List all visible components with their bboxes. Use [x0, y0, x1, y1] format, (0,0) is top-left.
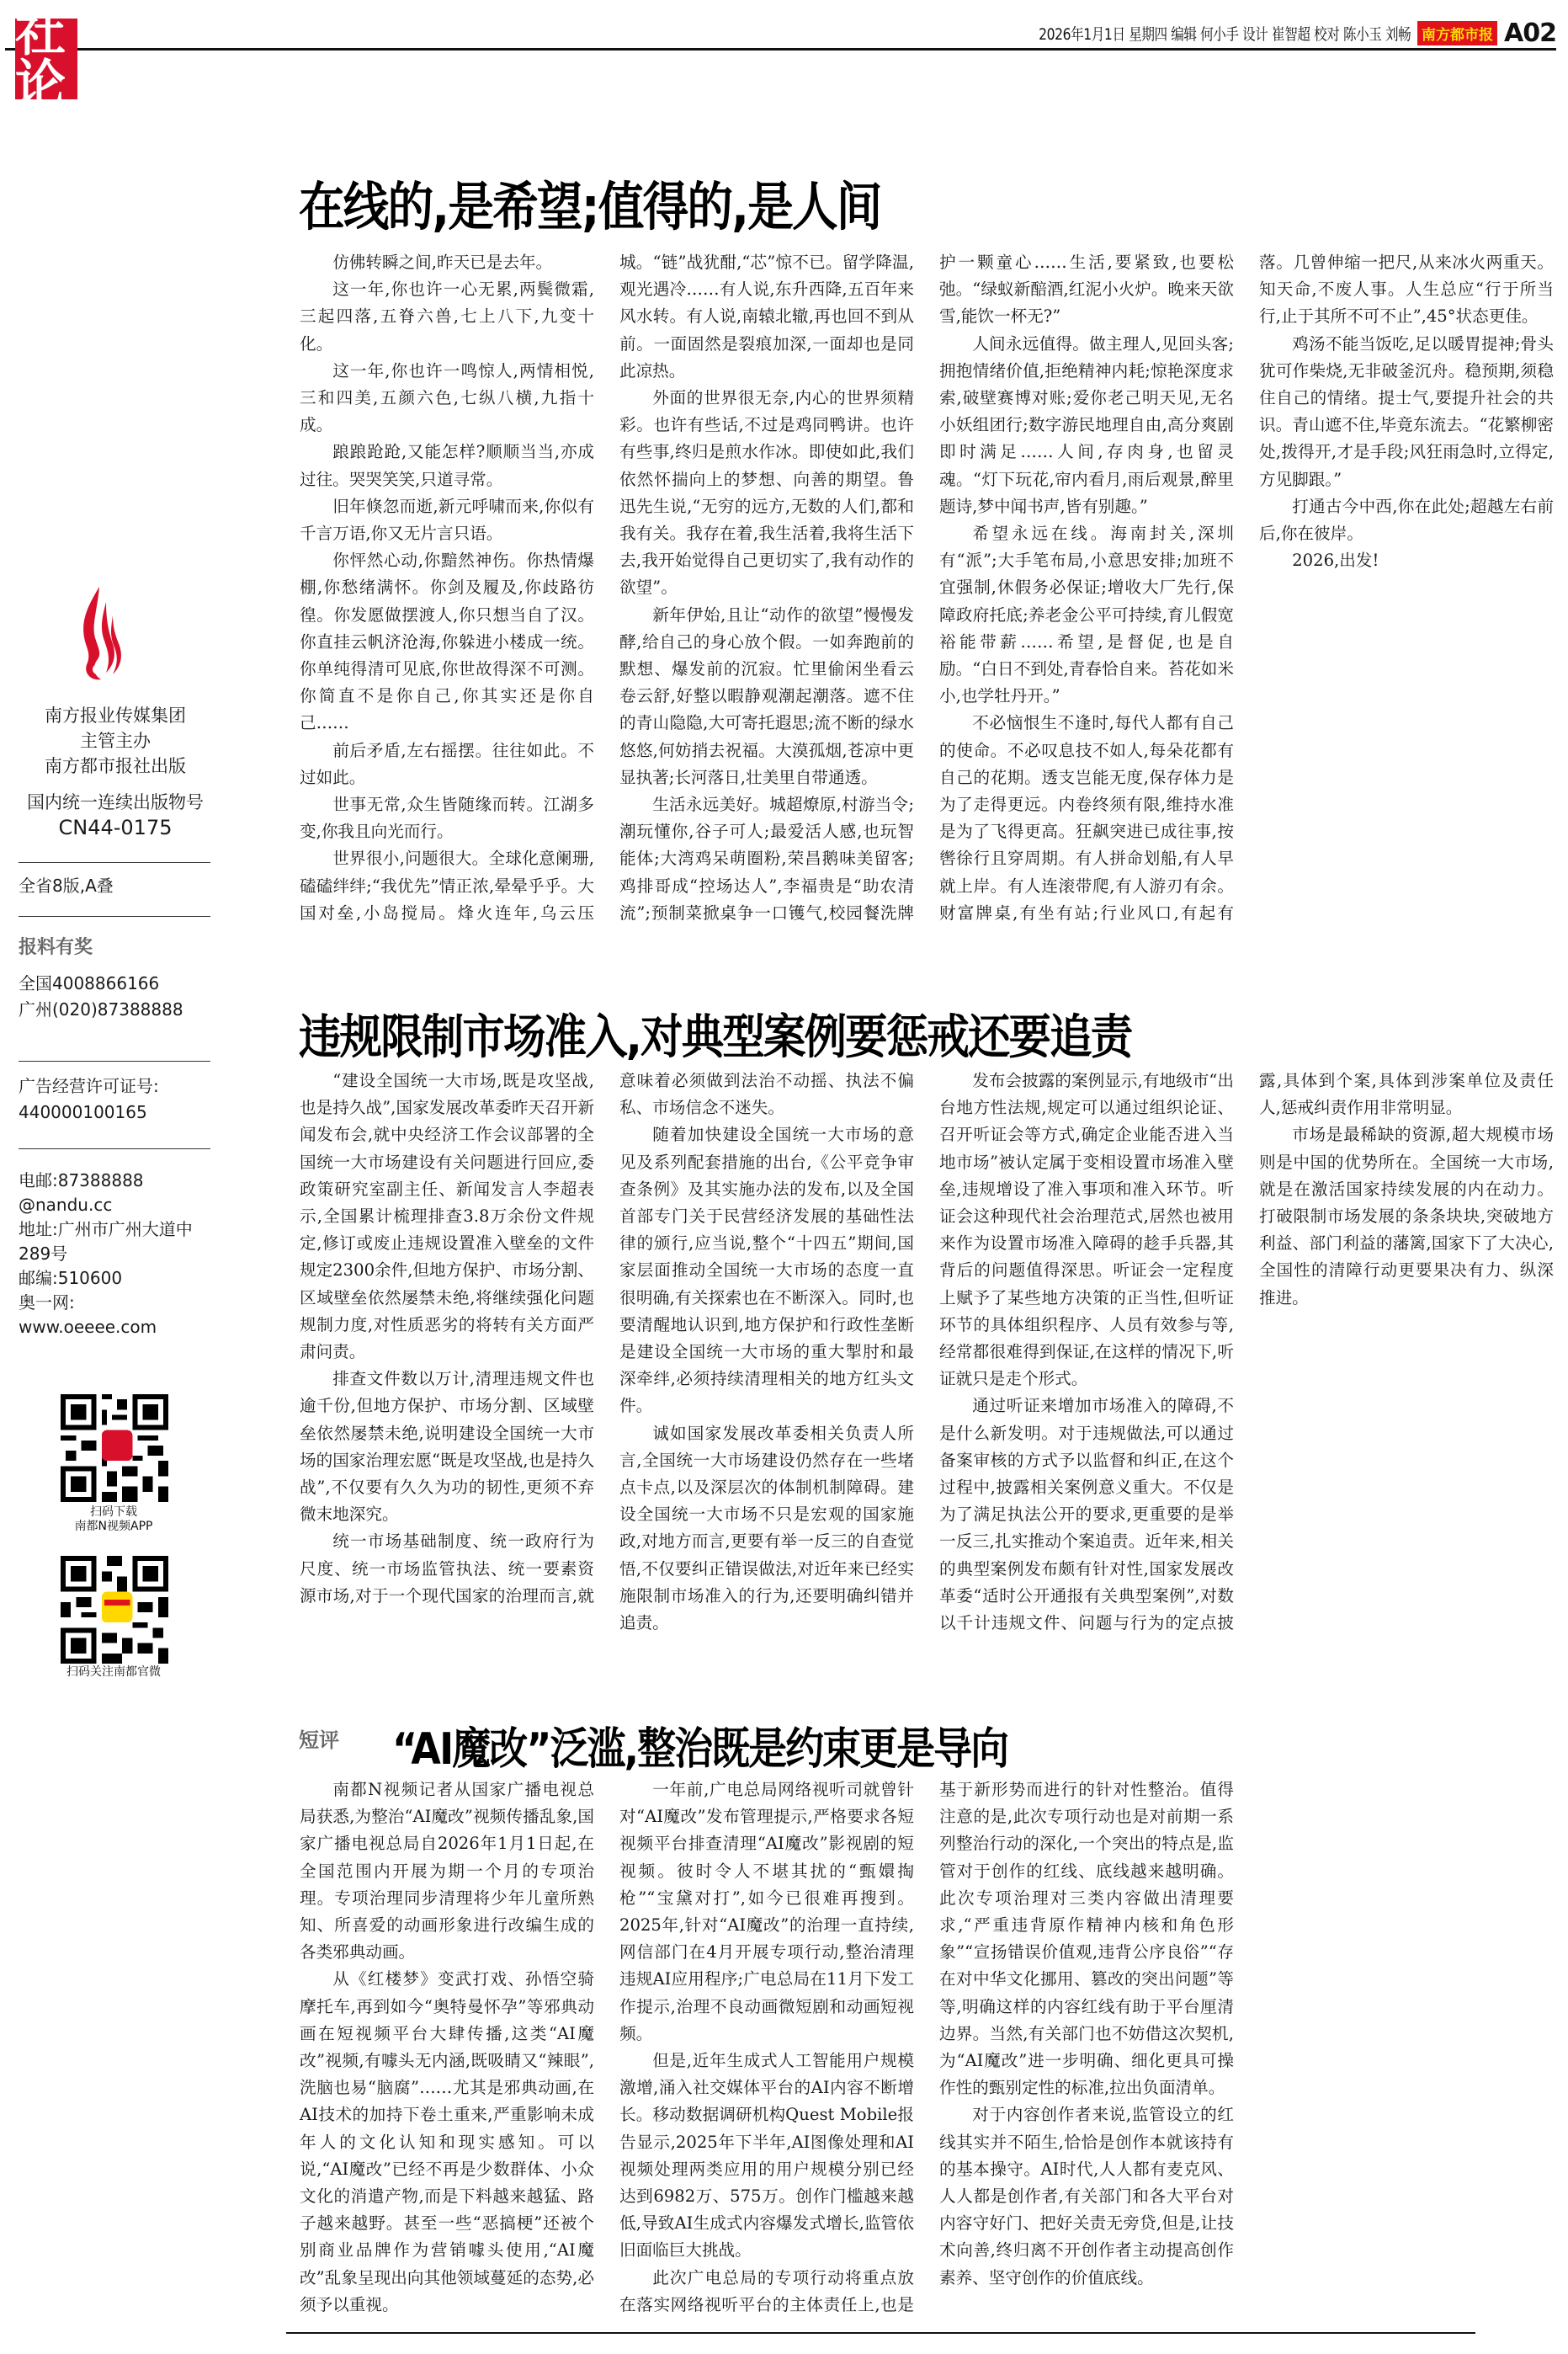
paragraph: 此次广电总局的专项行动将重点放在落实网络视听平台的主体责任上,也是基于新形势而进行的针对性整治。值得注意的是,此次专项行动也是对前期一系列整治行动的深化,一个突出的特点是,监管对于创作的红线、底线越来越明确。此次专项治理对三类内容做出清理要求,“严重违背原作精神内核和角色形象”“宣扬错误价值观,违背公序良俗”“存在对中华文化挪用、篡改的突出问题”等等,明确这样的内容红线有助于平台厘清边界。当然,有关部门也不妨借这次契机,为“AI魔改”进一步明确、细化更具可操作性的甄别定性的标准,拉出负面清单。 — [619, 1780, 1234, 2314]
sidebar-divider — [19, 862, 210, 863]
qr-code-weibo-icon[interactable] — [61, 1556, 168, 1664]
hotline-national: 全国4008866166 — [19, 973, 160, 993]
paragraph: 生活永远美好。城超燎原,村游当令;潮玩懂你,谷子可人;最爱活人感,也玩智能体;大湾鸡呆萌圈粉,荣昌鹅味美留客;鸡排哥成“控场达人”,李福贵是“助农清流”;预制菜掀桌争一口镬气,校园餐洗牌护一颗童心……生活,要紧致,也要松弛。“绿蚁新醅酒,红泥小火炉。晚来天欲雪,能饮一杯无?” — [619, 253, 1234, 923]
paragraph: 这一年,你也许一鸣惊人,两情相悦,三和四美,五颜六色,七纵八横,九指十成。 — [300, 360, 594, 435]
paragraph: 但是,近年生成式人工智能用户规模激增,涌入社交媒体平台的AI内容不断增长。移动数据调研机构Quest Mobile报告显示,2025年下半年,AI图像处理和AI视频处理两类应用的用户规模分别已经达到6982万、575万。创作门槛越来越低,导致AI生成式内容爆发式增长,监管依旧面临巨大挑战。 — [619, 2051, 914, 2261]
issue-meta: 2026年1月1日 星期四 编辑 何小手 设计 崔智超 校对 陈小玉 刘畅 — [1038, 24, 1411, 44]
masthead-rule — [5, 48, 1556, 51]
paragraph: 市场是最稀缺的资源,超大规模市场则是中国的优势所在。全国统一大市场,就是在激活国家持续发展的内在动力。打破限制市场发展的条条块块,突破地方利益、部门利益的藩篱,国家下了大决心,全国性的清障行动更要果决有力、纵深推进。 — [1259, 1125, 1554, 1307]
paragraph: 发布会披露的案例显示,有地级市“出台地方性法规,规定可以通过组织论证、召开听证会等方式,确定企业能否进入当地市场”被认定属于变相设置市场准入壁垒,违规增设了准入事项和准入环节。听证会这种现代社会治理范式,居然也被用来作为设置市场准入障碍的趁手兵器,其背后的问题值得深思。听证会一定程度上赋予了某些地方决策的正当性,但听证环节的具体组织程序、人员有效参与等,经常都很难得到保证,在这样的情况下,听证就只是走个形式。 — [939, 1071, 1234, 1389]
issn-number: CN44-0175 — [58, 816, 173, 839]
paragraph: 希望永远在线。海南封关,深圳有“派”;大手笔布局,小意思安排;加班不宜强制,休假务必保证;增收大厂先行,保障政府托底;养老金公平可持续,育儿假宽裕能带薪……希望,是督促,也是自励。“白日不到处,青春恰自来。苔花如米小,也学牡丹开。” — [939, 524, 1234, 706]
header-meta — [957, 19, 1556, 47]
flame-logo-icon — [74, 585, 125, 682]
article-kicker: 短评 — [299, 1728, 339, 1752]
address-line: 地址:广州市广州大道中 — [19, 1219, 193, 1239]
paragraph: 鸡汤不能当饭吃,足以暖胃提神;骨头犹可作柴烧,无非破釜沉舟。稳预期,须稳住自己的情绪。提士气,要提升社会的共识。青山遮不住,毕竟东流去。“花繁柳密处,拨得开,才是手段;风狂雨急时,立得定,方见脚跟。” — [1259, 333, 1554, 489]
paragraph: 诚如国家发展改革委相关负责人所言,全国统一大市场建设仍然存在一些堵点卡点,以及深层次的体制机制障碍。建设全国统一大市场不只是宏观的国家施政,对地方而言,更要有举一反三的自查觉悟,不仅要纠正错误做法,对近年来已经实施限制市场准入的行为,还要明确纠错并追责。 — [619, 1423, 914, 1633]
paragraph: 人间永远值得。做主理人,见回头客;拥抱情绪价值,拒绝精神内耗;惊艳深度求索,破壁赛博对账;爱你老己明天见,无名小妖组团行;数字游民地理自由,高分爽剧即时满足……人间,存肉身,也留灵魂。“灯下玩花,帘内看月,雨后观景,醉里题诗,梦中闻书声,皆有别趣。” — [939, 333, 1234, 516]
paragraph: “建设全国统一大市场,既是攻坚战,也是持久战”,国家发展改革委昨天召开新闻发布会,就中央经济工作会议部署的全国统一大市场建设有关问题进行回应,委政策研究室副主任、新闻发言人李超表示,全国累计梳理排查3.8万余份文件规定,修订或废止违规设置准入壁垒的文件规定2300余件,但地方保护、市场分割、区域壁垒依然屡禁未绝,将继续强化问题规制力度,对性质恶劣的将转有关方面严肃问责。 — [300, 1071, 594, 1362]
org-line: 南方报业传媒集团 — [45, 706, 186, 726]
qr-code-app-icon[interactable] — [61, 1394, 168, 1502]
sidebar-divider — [19, 1061, 210, 1062]
tips-block — [19, 935, 221, 1023]
paragraph: 对于内容创作者来说,监管设立的红线其实并不陌生,恰恰是创作本就该持有的基本操守。AI时代,人人都有麦克风、人人都是创作者,有关部门和各大平台对内容守好门、把好关责无旁贷,但是,让技术向善,终归离不开创作者主动提高创作素养、坚守创作的价值底线。 — [939, 2105, 1234, 2287]
email-line: @nandu.cc — [19, 1195, 113, 1215]
page-number: A02 — [1504, 18, 1556, 48]
paragraph: 从《红楼梦》变武打戏、孙悟空骑摩托车,再到如今“奥特曼怀孕”等邪典动画在短视频平台大肆传播,这类“AI魔改”视频,有噱头无内涵,既吸睛又“辣眼”,洗脑也易“脑腐”……尤其是邪典动画,在AI技术的加持下卷土重来,严重影响未成年人的文化认知和现实感知。可以说,“AI魔改”已经不再是少数群体、小众文化的消遣产物,而是下料越来越猛、路子越来越野。甚至一些“恶搞梗”还被个别商业品牌作为营销噱头使用,“AI魔改”乱象呈现出向其他领域蔓延的态势,必须予以重视。 — [300, 1969, 594, 2314]
paragraph: 2026,出发! — [1292, 551, 1379, 571]
tips-title: 报料有奖 — [19, 937, 93, 958]
paragraph: 排查文件数以万计,清理违规文件也逾千份,但地方保护、市场分割、区域壁垒依然屡禁未绝,说明建设全国统一大市场的国家治理宏愿“既是攻坚战,也是持久战”,不仅要有久久为功的韧性,更须不弃微末地深究。 — [300, 1369, 594, 1525]
paragraph: 外面的世界很无奈,内心的世界须精彩。也许有些话,不过是鸡同鸭讲。也许有些事,终归是煎水作冰。即使如此,我们依然怀揣向上的梦想、向善的期望。鲁迅先生说,“无穷的远方,无数的人们,都和我有关。我存在着,我生活着,我将生活下去,我开始觉得自己更切实了,我有动作的欲望”。 — [619, 388, 914, 598]
edition-info: 全省8版,A叠 — [19, 876, 114, 896]
contact-block — [19, 1169, 221, 1339]
postcode: 邮编:510600 — [19, 1268, 123, 1288]
paragraph: 随着加快建设全国统一大市场的意见及系列配套措施的出台,《公平竞争审查条例》及其实施办法的发布,以及全国首部专门关于民营经济发展的基础性法律的颁行,应当说,整个“十四五”期间,国家层面推动全国统一大市场的态度一直很明确,有关探索也在不断深入。同时,也要清醒地认识到,地方保护和行政性垄断是建设全国统一大市场的重大掣肘和最深牵绊,必须持续清理相关的地方红头文件。 — [619, 1125, 914, 1416]
section-title: 社论 — [15, 4, 67, 114]
qr-caption-line: 扫码下载 — [90, 1505, 137, 1519]
bottom-rule — [286, 2332, 1475, 2334]
paragraph: 统一市场基础制度、统一政府行为尺度、统一市场监管执法、统一要素资源市场,对于一个现代国家的治理而言,就意味着必须做到法治不动摇、执法不偏私、市场信念不迷失。 — [300, 1071, 914, 1606]
editorial-body — [300, 249, 1554, 943]
address-line: 289号 — [19, 1244, 68, 1264]
ad-license-block — [19, 1073, 221, 1126]
hotline-guangzhou: 广州(020)87388888 — [19, 999, 183, 1020]
email-line: 电邮:87388888 — [19, 1170, 144, 1190]
paragraph: 世界很小,问题很大。全球化意阑珊,磕磕绊绊;“我优先”情正浓,晕晕乎乎。大国对垒,小岛搅局。烽火连年,乌云压城。“链”战犹酣,“芯”惊不已。留学降温,观光遇冷……有人说,东升西降,五百年来风水转。有人说,南辕北辙,再也回不到从前。一面固然是裂痕加深,一面却也是同此凉热。 — [300, 253, 914, 923]
section-badge — [15, 4, 77, 114]
paragraph: 打通古今中西,你在此处;超越左右前后,你在彼岸。 — [1259, 496, 1554, 544]
issn-info — [19, 790, 212, 840]
ad-license-number: 440000100165 — [19, 1102, 147, 1122]
article-body — [300, 1068, 1554, 1657]
paragraph: 新年伊始,且让“动作的欲望”慢慢发酵,给自己的身心放个假。一如奔跑前的默想、爆发前的沉寂。忙里偷闲坐看云卷云舒,好整以暇静观潮起潮落。遮不住的青山隐隐,大可寄托遐思;流不断的绿水悠悠,何妨捎去祝福。大漠孤烟,苍凉中更显执著;长河落日,壮美里自带通透。 — [619, 604, 914, 787]
org-line: 主管主办 — [80, 731, 151, 751]
paragraph: 世事无常,众生皆随缘而转。江湖多变,你我且向光而行。 — [300, 795, 594, 842]
qr-weibo-caption: 扫码关注南都官微 — [66, 1665, 161, 1679]
org-line: 南方都市报社出版 — [45, 756, 186, 776]
paragraph: 南都N视频记者从国家广播电视总局获悉,为整治“AI魔改”视频传播乱象,国家广播电视总局自2026年1月1日起,在全国范围内开展为期一个月的专项治理。专项治理同步清理将少年儿童所熟知、所喜爱的动画形象进行改编生成的各类邪典动画。 — [300, 1780, 594, 1963]
sidebar-divider — [19, 916, 210, 917]
paragraph: 通过听证来增加市场准入的障碍,不是什么新发明。对于违规做法,可以通过备案审核的方式予以监督和纠正,在这个过程中,披露相关案例意义重大。不仅是为了满足执法公开的要求,更重要的是举一反三,扎实推动个案追责。近年来,相关的典型案例发布颇有针对性,国家发展改革委“适时公开通报有关典型案例”,对数以千计违规文件、问题与行为的定点披露,具体到个案,具体到涉案单位及责任人,惩戒纠责作用非常明显。 — [939, 1071, 1554, 1633]
paragraph: 踉踉跄跄,又能怎样?顺顺当当,亦成过往。哭哭笑笑,只道寻常。 — [300, 442, 594, 489]
paragraph: 旧年倏忽而逝,新元呼啸而来,你似有千言万语,你又无片言只语。 — [300, 496, 594, 544]
paragraph: 不必恼恨生不逢时,每代人都有自己的使命。不必叹息技不如人,每朵花都有自己的花期。透支岂能无度,保存体力是为了走得更远。内卷终须有限,维持水准是为了飞得更高。狂飙突进已成往事,按辔徐行且穿周期。有人拼命划船,有人早就上岸。有人连滚带爬,有人游刃有余。财富牌桌,有坐有站;行业风口,有起有落。几曾伸缩一把尺,从来冰火两重天。知天命,不废人事。人生总应“行于所当行,止于其所不可不止”,45°状态更佳。 — [939, 253, 1554, 923]
ad-license-label: 广告经营许可证号: — [19, 1076, 159, 1096]
paragraph: 一年前,广电总局网络视听司就曾针对“AI魔改”发布管理提示,严格要求各短视频平台排查清理“AI魔改”影视剧的短视频。彼时令人不堪其扰的“甄嬛掏枪”“宝黛对打”,如今已很难再搜到。2025年,针对“AI魔改”的治理一直持续,网信部门在4月开展专项行动,整治清理违规AI应用程序;广电总局在11月下发工作提示,治理不良动画微短剧和动画短视频。 — [619, 1780, 914, 2043]
qr-app-caption — [42, 1505, 185, 1534]
article-body — [300, 1776, 1554, 2320]
article-headline: 违规限制市场准入,对典型案例要惩戒还要追责 — [299, 1010, 1132, 1065]
qr-caption-line: 南都N视频APP — [74, 1520, 153, 1533]
paragraph: 前后矛盾,左右摇摆。往往如此。不过如此。 — [300, 740, 594, 787]
paper-logo: 南方都市报 — [1417, 21, 1497, 45]
paragraph: 这一年,你也许一心无累,两鬓微霜,三起四落,五脊六兽,七上八下,九变十化。 — [300, 280, 594, 354]
web-url[interactable]: www.oeeee.com — [19, 1317, 157, 1337]
issn-label: 国内统一连续出版物号 — [27, 792, 204, 812]
paragraph: 你怦然心动,你黯然神伤。你热情爆棚,你愁绪满怀。你剑及履及,你歧路彷徨。你发愿做摆渡人,你只想当自了汉。你直挂云帆济沧海,你躲进小楼成一统。你单纯得清可见底,你世故得深不可测。你简直不是你自己,你其实还是你自己…… — [300, 551, 594, 733]
web-label: 奥一网: — [19, 1292, 75, 1313]
paragraph: 仿佛转瞬之间,昨天已是去年。 — [332, 253, 553, 272]
sidebar-divider — [19, 1148, 210, 1149]
article-headline: “AI魔改”泛滥,整治既是约束更是导向 — [392, 1724, 1008, 1775]
editorial-headline: 在线的,是希望;值得的,是人间 — [299, 176, 881, 237]
publisher-info — [19, 703, 212, 779]
